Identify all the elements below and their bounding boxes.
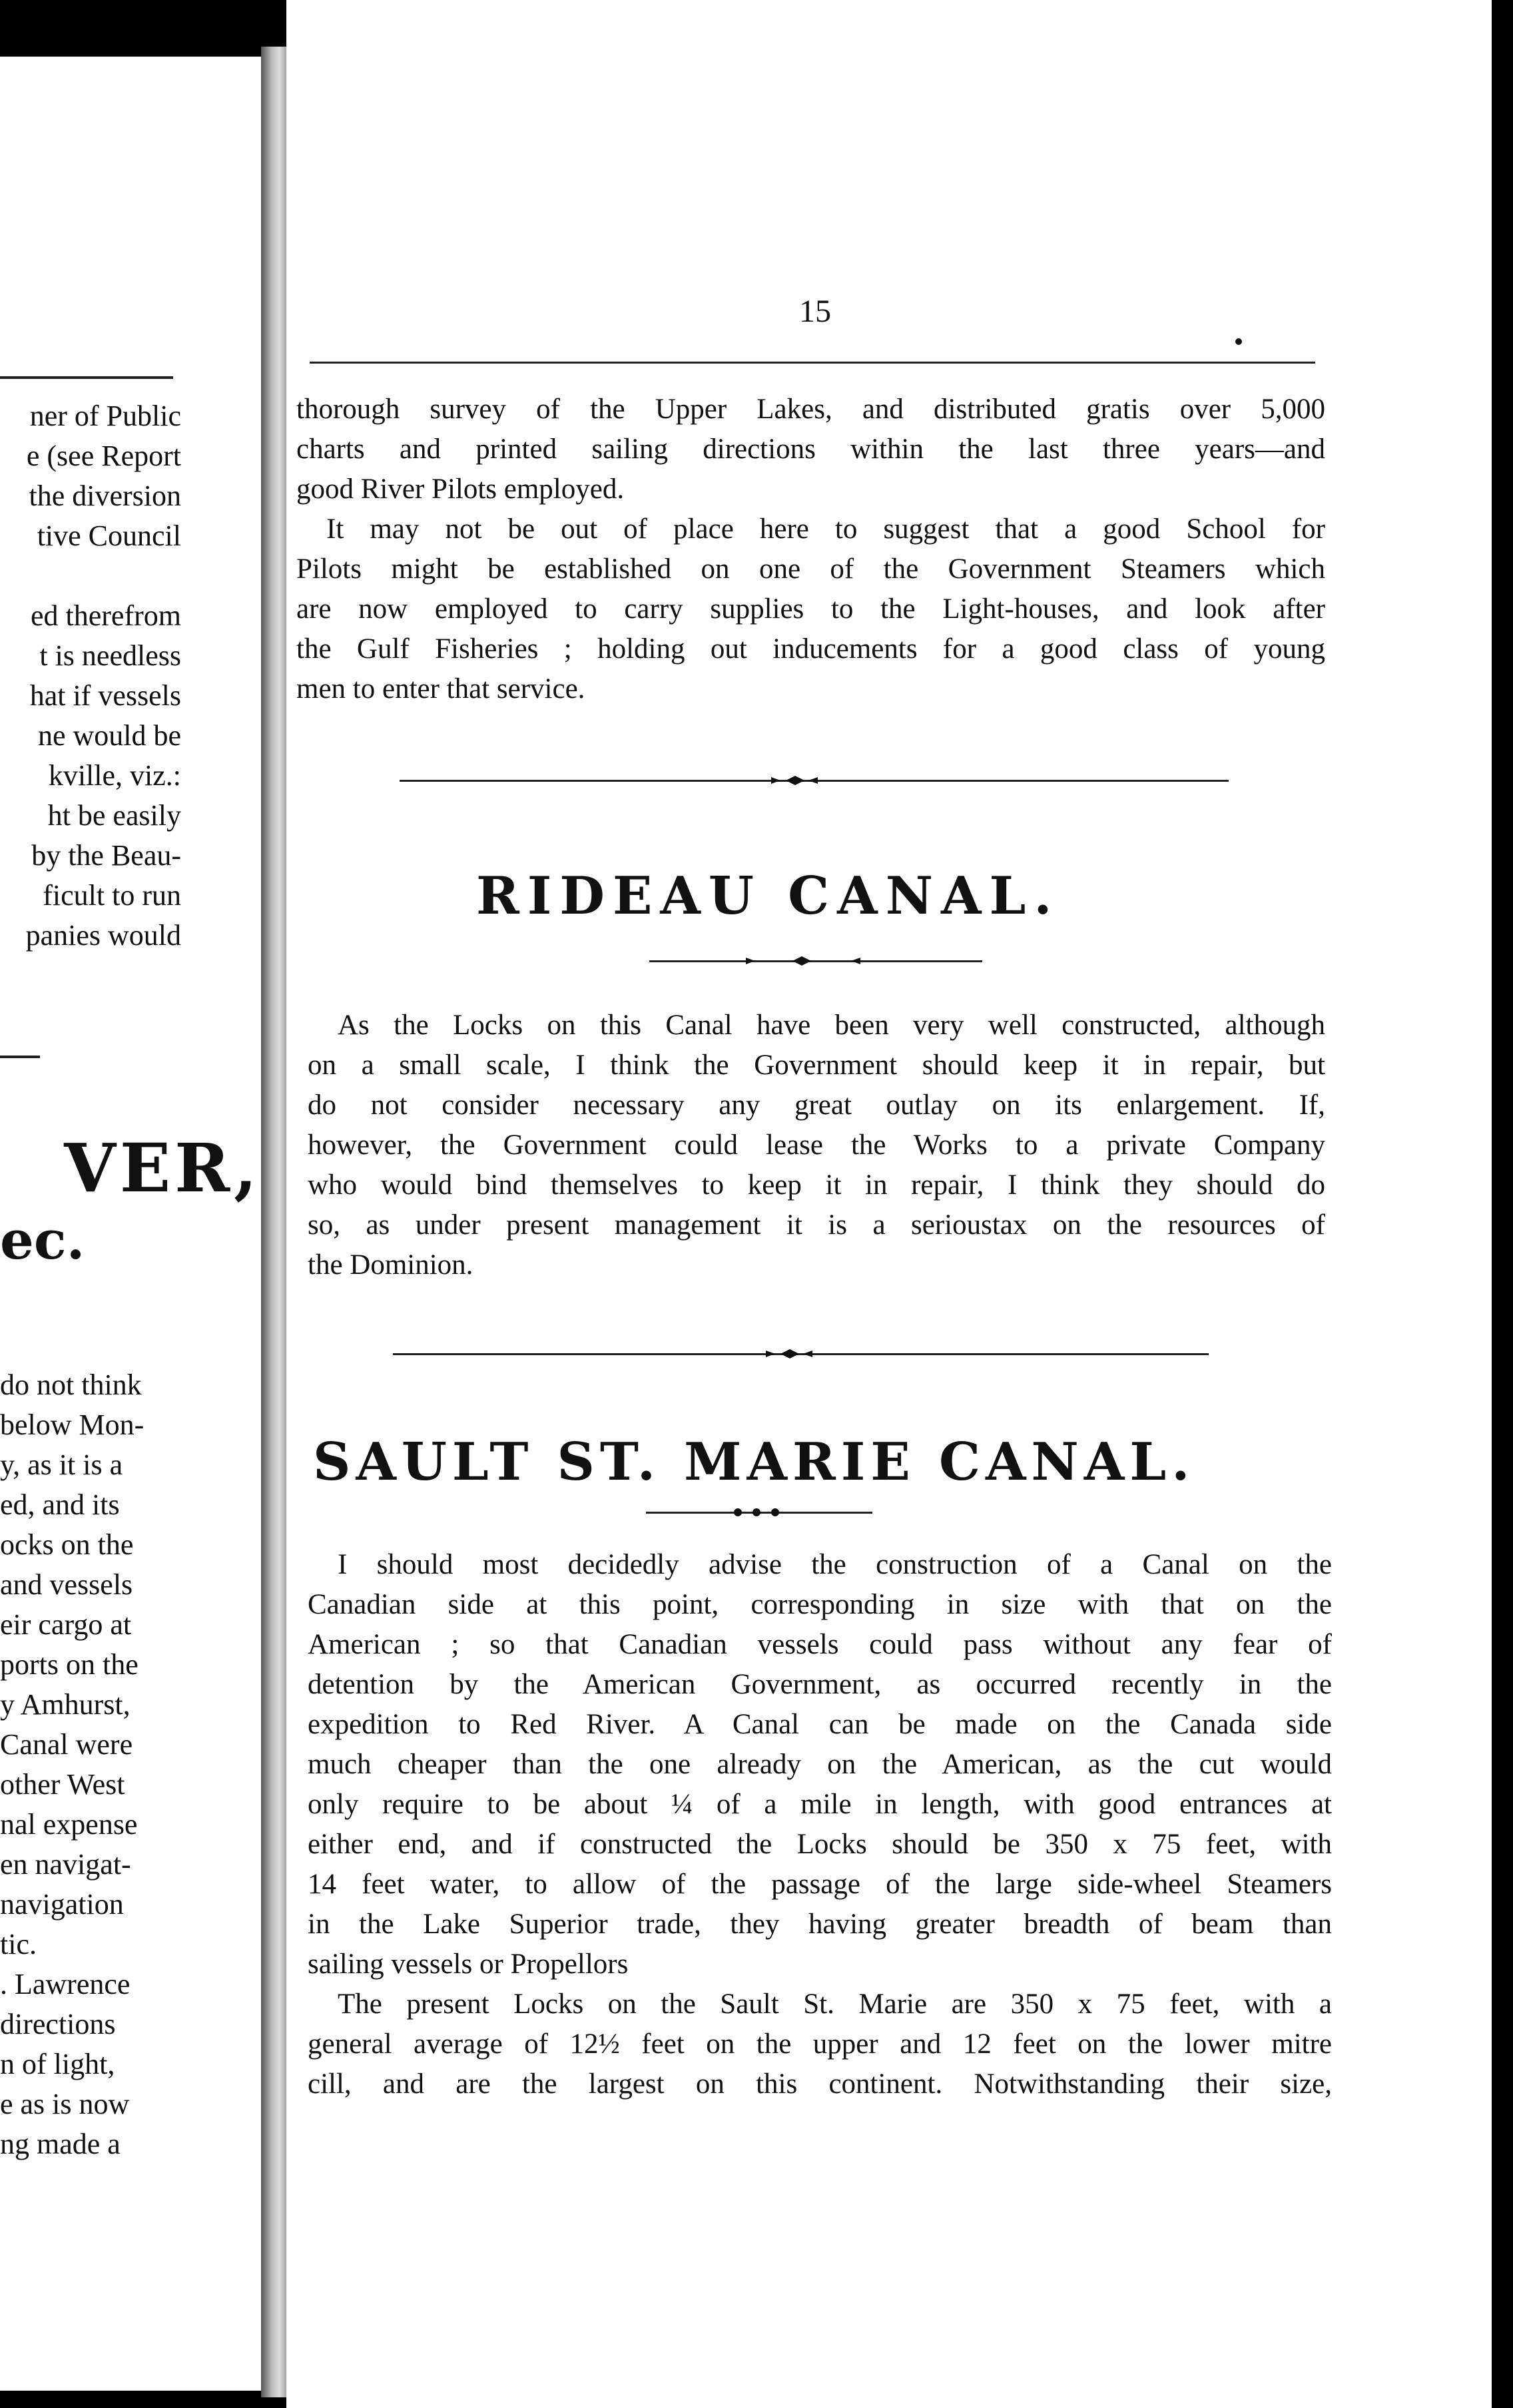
ornament-arrow (808, 777, 818, 784)
text-line: in the Lake Superior trade, they having greater breadth of beam than (308, 1909, 1332, 1940)
text-line: do not consider necessary any great outlay on its enlargement. If, (308, 1089, 1325, 1121)
left-divider (0, 1055, 40, 1058)
left-line: directions (0, 2008, 116, 2040)
intro-paragraph (296, 390, 1325, 509)
left-line: e as is now (0, 2088, 130, 2120)
left-line: eir cargo at (0, 1608, 132, 1641)
left-line: kville, viz.: (48, 759, 181, 792)
text-line: Pilots might be established on one of the Government Steamers which (296, 553, 1325, 585)
rideau-heading: RIDEAU CANAL. (476, 866, 1060, 926)
scan-edge (1493, 0, 1513, 2408)
text-line: As the Locks on this Canal have been very well constructed, although (338, 1010, 1325, 1041)
left-line: n of light, (0, 2048, 115, 2080)
text-line: are now employed to carry supplies to the Light-houses, and look after (296, 593, 1325, 625)
left-line: ed therefrom (31, 599, 181, 632)
text-line: detention by the American Government, as occurred recently in the (308, 1669, 1332, 1700)
left-line: y, as it is a (0, 1448, 123, 1481)
page-number: 15 (799, 294, 831, 329)
text-line: so, as under present management it is a serioustax on the resources of (308, 1209, 1325, 1241)
sault-paragraph-2 (308, 1984, 1332, 2104)
left-line: tive Council (37, 519, 181, 552)
left-line: ht be easily (47, 799, 181, 832)
ink-dot (1235, 338, 1242, 345)
text-line: general average of 12½ feet on the upper and 12 feet on the lower mitre (308, 2028, 1332, 2060)
text-line: 14 feet water, to allow of the passage of the large side-wheel Steamers (308, 1869, 1332, 1900)
ornament-arrow (803, 1351, 812, 1357)
ornament-arrow (851, 958, 860, 964)
text-line: The present Locks on the Sault St. Marie are 350 x 75 feet, with a (338, 1988, 1332, 2020)
left-line: other West (0, 1768, 125, 1801)
text-line: the Dominion. (308, 1249, 473, 1281)
book-binding (261, 47, 288, 2397)
ornament-arrow (766, 1351, 775, 1357)
left-line: ng made a (0, 2128, 121, 2160)
ornament-arrow (746, 958, 755, 964)
ornament-dot (771, 1508, 779, 1516)
rideau-paragraph (308, 1006, 1325, 1285)
ornament-arrow (771, 777, 780, 784)
left-line: tic. (0, 1928, 37, 1960)
school-paragraph (296, 509, 1325, 709)
left-line: y Amhurst, (0, 1688, 131, 1721)
text-line: charts and printed sailing directions within the last three years—and (296, 434, 1325, 465)
left-line: ficult to run (43, 879, 181, 912)
left-line: panies would (25, 919, 181, 952)
text-line: cill, and are the largest on this continent. Notwithstanding their size, (308, 2068, 1332, 2100)
text-line: good River Pilots employed. (296, 473, 625, 505)
left-line: hat if vessels (29, 679, 181, 712)
text-line: expedition to Red River. A Canal can be made on the Canada side (308, 1709, 1332, 1740)
left-line: do not think (0, 1368, 142, 1401)
text-line: the Gulf Fisheries ; holding out inducements for a good class of young (296, 633, 1325, 665)
left-line: ports on the (0, 1648, 139, 1681)
header-rule (310, 362, 1315, 364)
left-line: below Mon- (0, 1408, 145, 1441)
text-line: I should most decidedly advise the construction of a Canal on the (338, 1549, 1332, 1580)
text-line: either end, and if constructed the Locks should be 350 x 75 feet, with (308, 1829, 1332, 1860)
left-line: Canal were (0, 1728, 133, 1761)
text-line: much cheaper than the one already on the American, as the cut would (308, 1749, 1332, 1780)
text-line: thorough survey of the Upper Lakes, and distributed gratis over 5,000 (296, 394, 1325, 425)
left-facing-page (0, 57, 261, 2391)
left-line: by the Beau- (31, 839, 181, 872)
ornament-line (649, 960, 982, 962)
left-text-block-b (0, 1365, 144, 2164)
left-line: nal expense (0, 1808, 138, 1841)
left-line: ocks on the (0, 1528, 134, 1561)
main-page (286, 0, 1492, 2408)
left-divider (0, 376, 173, 379)
ornament-dot (753, 1508, 760, 1516)
left-heading: VER, (64, 1129, 261, 1207)
text-line: however, the Government could lease the Works to a private Company (308, 1129, 1325, 1161)
left-line: . Lawrence (0, 1968, 131, 2000)
text-line: on a small scale, I think the Government should keep it in repair, but (308, 1050, 1325, 1081)
sault-paragraph (308, 1545, 1332, 1984)
ornament-diamond (780, 1349, 799, 1358)
left-text-block-a (26, 396, 181, 956)
text-line: Canadian side at this point, corresponding in size with that on the (308, 1589, 1332, 1620)
left-line (26, 556, 181, 596)
left-line: ed, and its (0, 1488, 120, 1521)
ornament-line (393, 1353, 1209, 1355)
left-line: e (see Report (26, 440, 181, 472)
left-line: ne would be (37, 719, 181, 752)
left-line: t is needless (39, 639, 181, 672)
text-line: men to enter that service. (296, 673, 585, 705)
left-line: the diversion (29, 479, 181, 512)
text-line: American ; so that Canadian vessels could pass without any fear of (308, 1629, 1332, 1660)
text-line: It may not be out of place here to suggest that a good School for (326, 513, 1325, 545)
text-line: only require to be about ¼ of a mile in length, with good entrances at (308, 1789, 1332, 1820)
ornament-diamond (786, 776, 804, 785)
left-line: navigation (0, 1888, 124, 1921)
left-line: en navigat- (0, 1848, 131, 1881)
text-line: who would bind themselves to keep it in repair, I think they should do (308, 1169, 1325, 1201)
left-line: ner of Public (29, 400, 181, 432)
ornament-diamond (792, 956, 811, 966)
sault-heading: SAULT ST. MARIE CANAL. (313, 1432, 1195, 1492)
text-line: sailing vessels or Propellors (308, 1949, 629, 1980)
left-line: and vessels (0, 1568, 133, 1601)
ornament-dot (734, 1508, 742, 1516)
left-subheading: ec. (0, 1209, 85, 1271)
